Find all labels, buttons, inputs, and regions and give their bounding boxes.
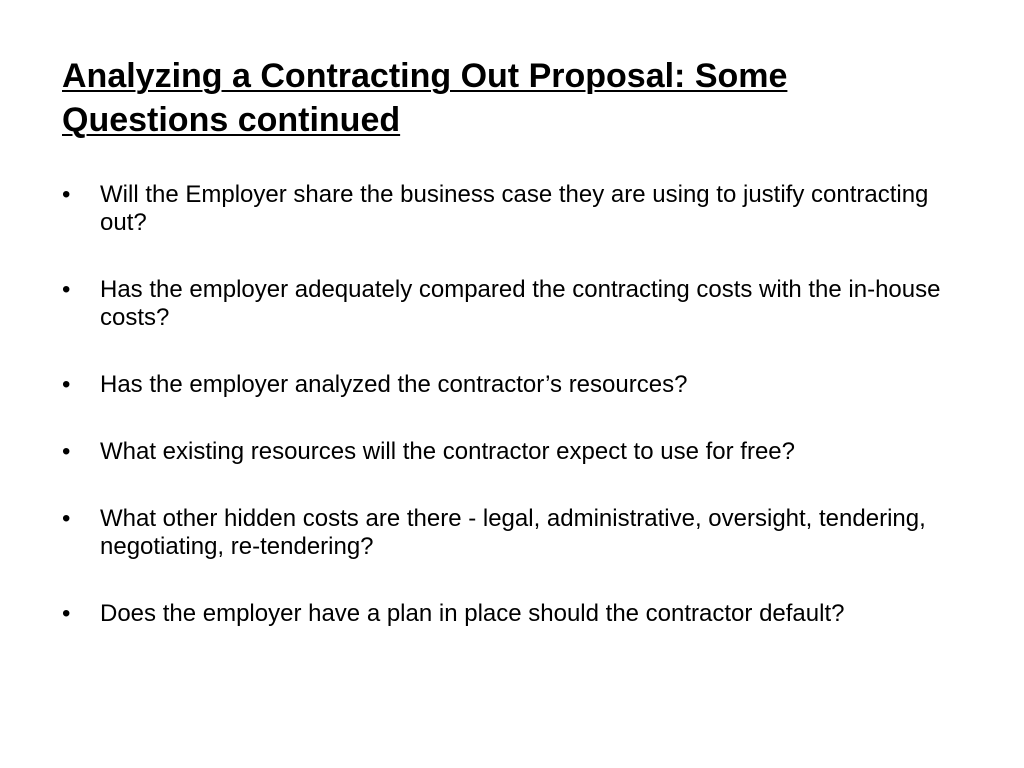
bullet-item [62, 505, 962, 561]
bullet-icon: • [62, 505, 71, 532]
bullet-item [62, 276, 962, 332]
bullet-text: Has the employer analyzed the contractor’s resources? [100, 371, 688, 398]
bullet-list [62, 181, 962, 628]
bullet-item [62, 438, 962, 466]
bullet-icon: • [62, 438, 71, 465]
bullet-text: Does the employer have a plan in place should the contractor default? [100, 600, 845, 627]
bullet-text: What other hidden costs are there - legal, administrative, oversight, tendering, negotiating, re-tendering? [100, 505, 926, 560]
slide-title: Analyzing a Contracting Out Proposal: Some Questions continued [62, 57, 788, 139]
bullet-text: Will the Employer share the business case they are using to justify contracting out? [100, 181, 929, 236]
bullet-icon: • [62, 276, 71, 303]
bullet-text: What existing resources will the contractor expect to use for free? [100, 438, 795, 465]
bullet-icon: • [62, 371, 71, 398]
bullet-item [62, 600, 962, 628]
bullet-icon: • [62, 600, 71, 627]
bullet-item [62, 181, 962, 237]
bullet-text: Has the employer adequately compared the contracting costs with the in-house costs? [100, 276, 941, 331]
bullet-item [62, 371, 962, 399]
bullet-icon: • [62, 181, 71, 208]
